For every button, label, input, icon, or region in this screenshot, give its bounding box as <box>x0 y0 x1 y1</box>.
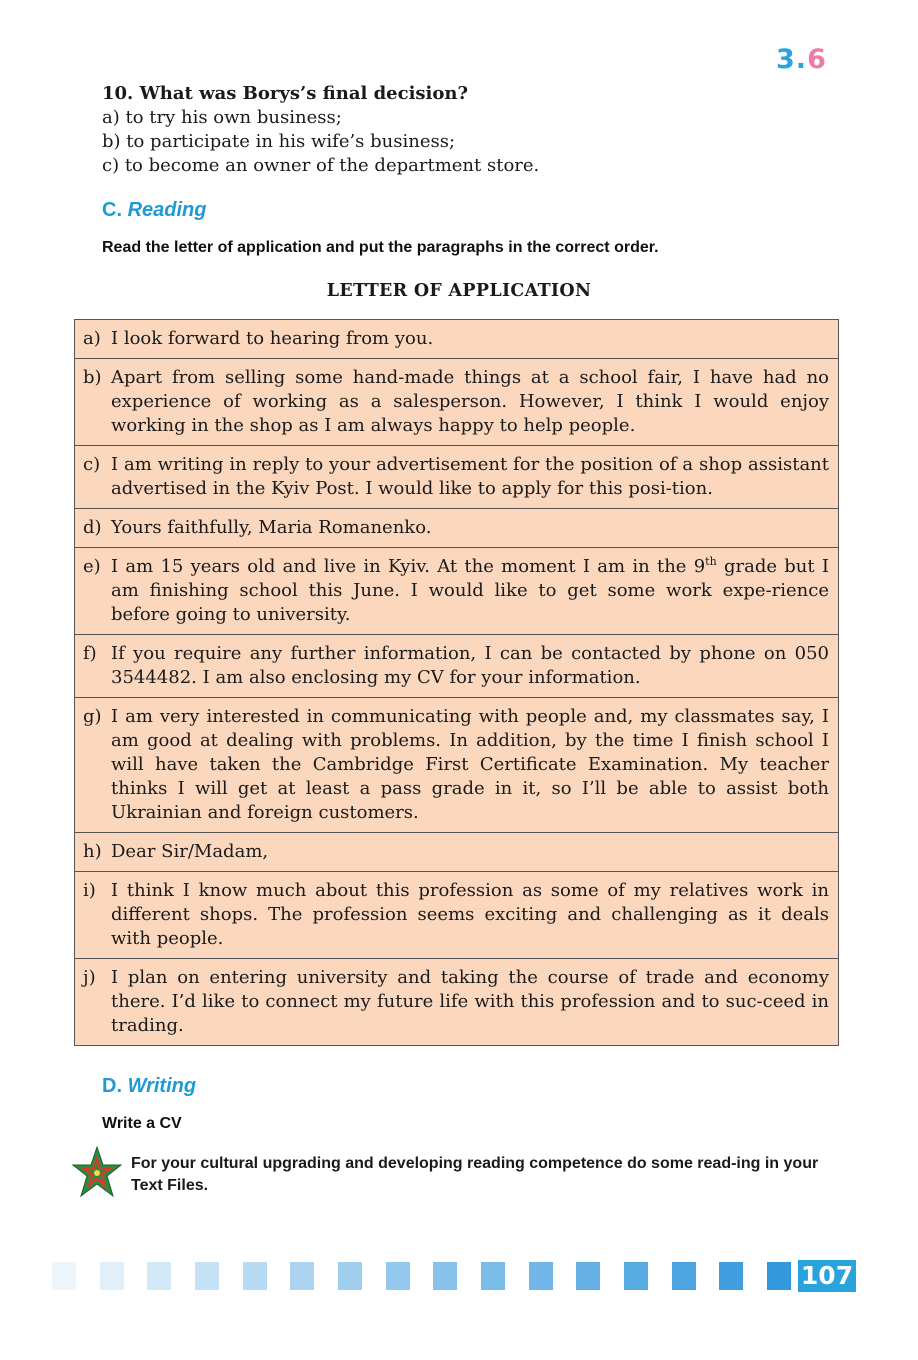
footer-square <box>767 1262 791 1290</box>
paragraph-row <box>75 635 838 698</box>
paragraph-row <box>75 698 838 833</box>
paragraph-text <box>111 555 829 627</box>
footer-square <box>147 1262 171 1290</box>
paragraph-row <box>75 509 838 548</box>
reading-note: For your cultural upgrading and developing reading competence do some read-ing in your Text Files. <box>131 1155 819 1194</box>
paragraph-letter: i) <box>83 880 96 901</box>
paragraph-letter: a) <box>83 328 101 349</box>
paragraph-letter: j) <box>83 967 96 988</box>
section-c-heading <box>102 199 206 222</box>
footer-square <box>100 1262 124 1290</box>
paragraph-text-part: I am 15 years old and live in Kyiv. At the moment I am in the 9 <box>111 556 706 577</box>
paragraph-row <box>75 548 838 635</box>
paragraph-text: Dear Sir/Madam, <box>111 841 269 862</box>
paragraph-letter: e) <box>83 556 101 577</box>
paragraph-text: Yours faithfully, Maria Romanenko. <box>111 517 432 538</box>
unit-major: 3 <box>776 44 796 75</box>
section-d-heading <box>102 1075 196 1098</box>
star-icon <box>72 1146 122 1200</box>
unit-badge <box>776 44 827 75</box>
footer-square <box>386 1262 410 1290</box>
paragraph-text: I plan on entering university and taking the course of trade and economy there. I’d like to connect my future life with this profession and to suc-ceed in trading. <box>111 967 829 1036</box>
question-block <box>102 82 539 178</box>
paragraph-table <box>74 319 839 1046</box>
paragraph-row <box>75 320 838 359</box>
question-title: 10. What was Borys’s final decision? <box>102 83 469 104</box>
page-number: 107 <box>798 1260 856 1292</box>
paragraph-row <box>75 446 838 509</box>
question-option: b) to participate in his wife’s business; <box>102 131 456 152</box>
paragraph-row <box>75 872 838 959</box>
section-d-name: Writing <box>127 1075 197 1097</box>
paragraph-row <box>75 959 838 1045</box>
footer-square <box>52 1262 76 1290</box>
section-d-letter: D. <box>102 1075 122 1097</box>
footer-square <box>624 1262 648 1290</box>
letter-title: LETTER OF APPLICATION <box>326 281 592 301</box>
unit-minor: 6 <box>807 44 827 75</box>
footer-square <box>290 1262 314 1290</box>
question-option: a) to try his own business; <box>102 107 342 128</box>
footer-square <box>243 1262 267 1290</box>
paragraph-text: I think I know much about this profession as some of my relatives work in different shops. The profession seems exciting and challenging as it deals with people. <box>111 880 829 949</box>
paragraph-letter: c) <box>83 454 101 475</box>
unit-dot: . <box>795 44 808 75</box>
paragraph-letter: b) <box>83 367 102 388</box>
section-d-instruction: Write a CV <box>102 1115 182 1132</box>
section-c-instruction: Read the letter of application and put the paragraphs in the correct order. <box>102 239 659 256</box>
paragraph-letter: g) <box>83 706 102 727</box>
paragraph-row <box>75 359 838 446</box>
paragraph-text: I am writing in reply to your advertisement for the position of a shop assistant advertised in the Kyiv Post. I would like to apply for this posi-tion. <box>111 454 829 499</box>
footer-square <box>338 1262 362 1290</box>
footer-square <box>576 1262 600 1290</box>
footer-square <box>672 1262 696 1290</box>
footer-square <box>719 1262 743 1290</box>
footer-square <box>529 1262 553 1290</box>
superscript: th <box>705 555 717 568</box>
paragraph-text: Apart from selling some hand-made things at a school fair, I have had no experience of working as a salesperson. However, I think I would enjoy working in the shop as I am always happy to help people. <box>111 367 829 436</box>
footer-square <box>195 1262 219 1290</box>
paragraph-text: I am very interested in communicating with people and, my classmates say, I am good at dealing with problems. In addition, by the time I finish school I will have taken the Cambridge First Certificate Examination. My teacher thinks I will get at least a pass grade in it, so I’ll be able to assist both Ukrainian and foreign customers. <box>111 706 829 823</box>
footer-decoration <box>0 1262 918 1292</box>
section-c-letter: C. <box>102 199 122 221</box>
paragraph-row <box>75 833 838 872</box>
paragraph-text: I look forward to hearing from you. <box>111 328 434 349</box>
footer-square <box>433 1262 457 1290</box>
paragraph-letter: h) <box>83 841 102 862</box>
paragraph-text: If you require any further information, I can be contacted by phone on 050 3544482. I am also enclosing my CV for your information. <box>111 643 829 688</box>
paragraph-letter: d) <box>83 517 102 538</box>
paragraph-letter: f) <box>83 643 97 664</box>
section-c-name: Reading <box>127 199 207 221</box>
question-option: c) to become an owner of the department store. <box>102 155 540 176</box>
paragraph-text-part: grade but I am finishing school this June. I would like to get some work expe-rience before going to university. <box>111 556 829 625</box>
footer-square <box>481 1262 505 1290</box>
